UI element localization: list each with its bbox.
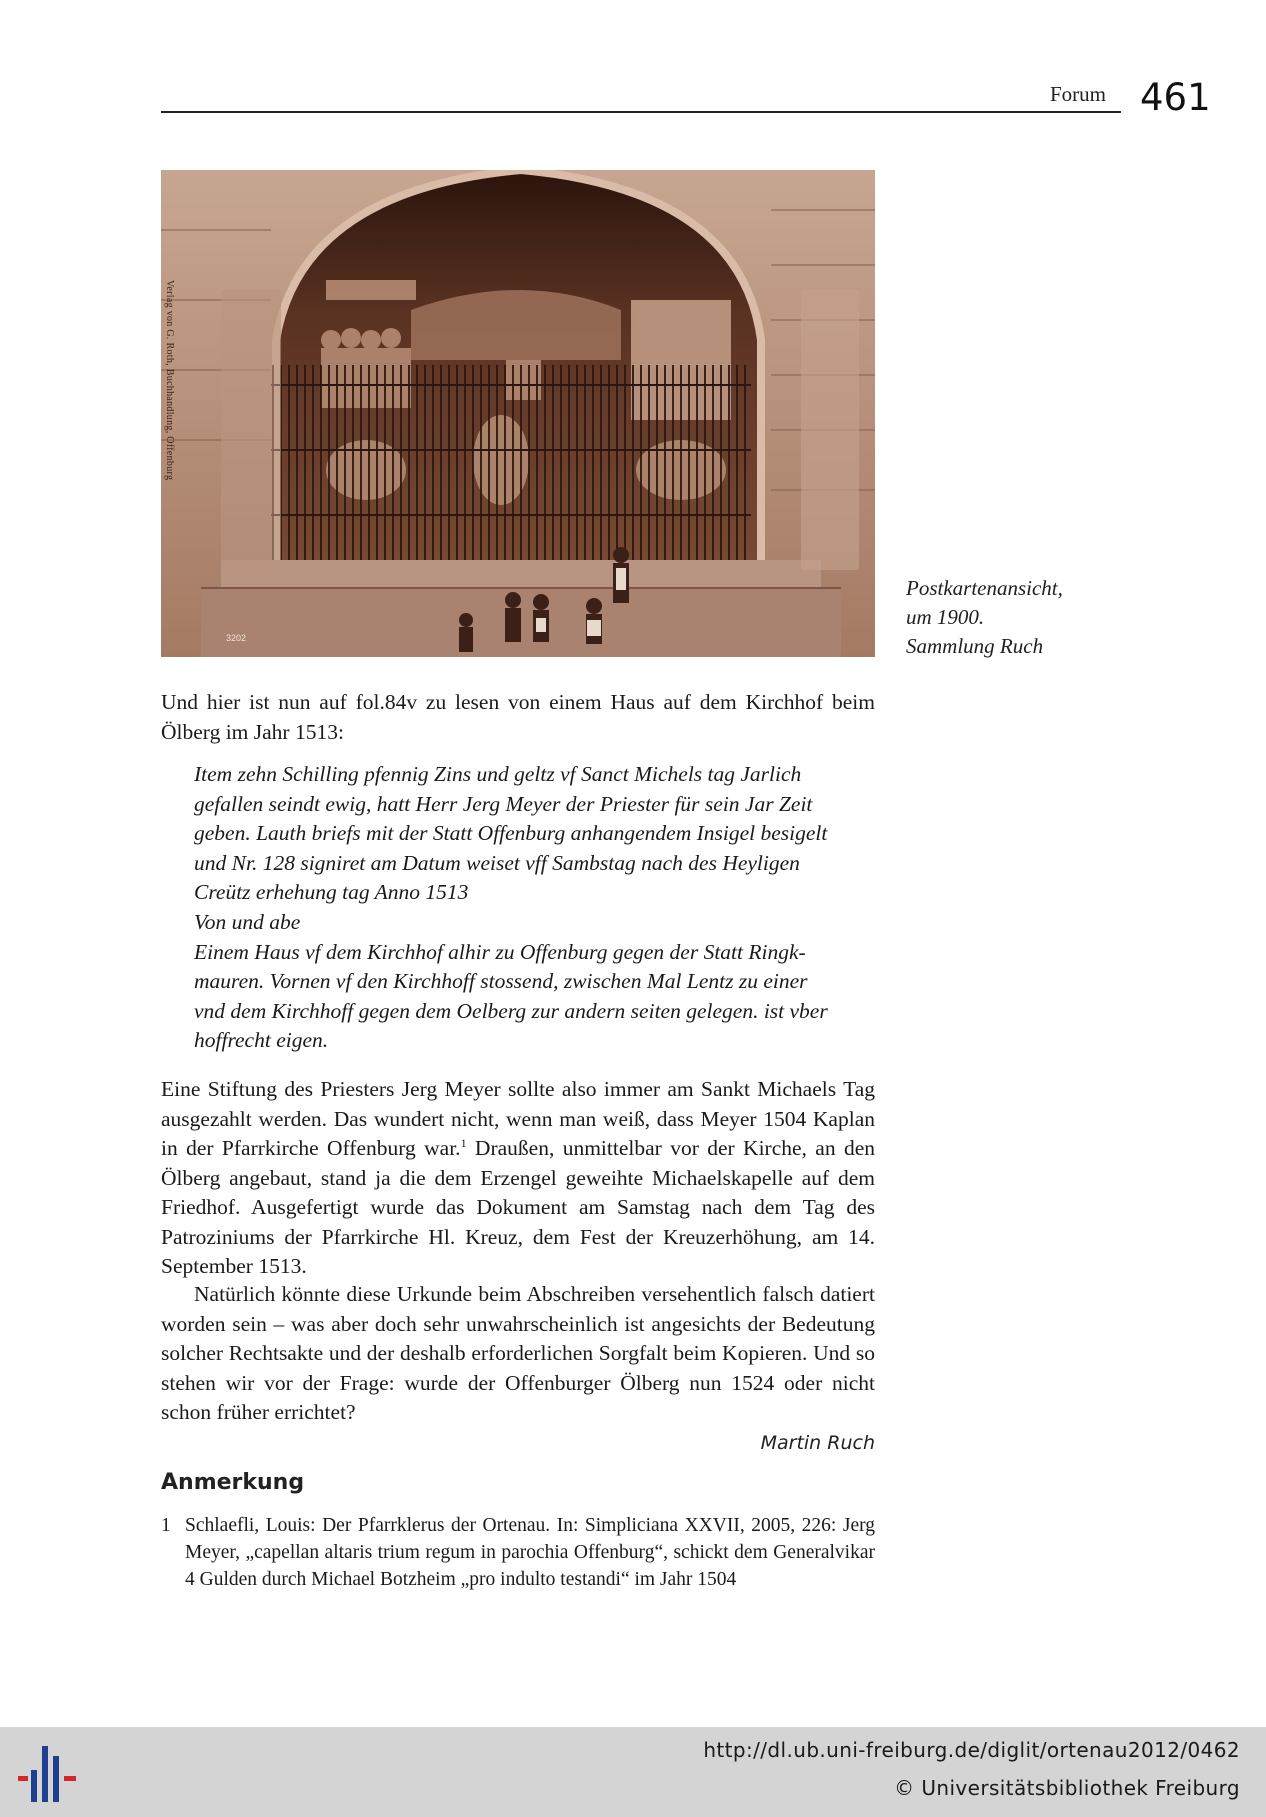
postcard-photo-illustration [161, 170, 875, 657]
print-number: 3202 [226, 633, 247, 643]
quote-line: gefallen seindt ewig, hatt Herr Jerg Meyer der Priester für sein Jar Zeit [194, 791, 813, 816]
header-rule [161, 111, 1121, 113]
quote-line: Creütz erhehung tag Anno 1513 [194, 880, 469, 905]
footnote [161, 1512, 875, 1593]
page-number: 461 [1140, 76, 1211, 119]
intro-paragraph: Und hier ist nun auf fol.84v zu lesen von einem Haus auf dem Kirchhof beim Ölberg im Jahr 1513: [161, 690, 875, 744]
footnote-number: 1 [161, 1515, 171, 1536]
caption-line: um 1900. [906, 605, 985, 629]
archival-quote [194, 760, 875, 1056]
body-paragraph [161, 1075, 875, 1282]
running-header-section: Forum [1050, 82, 1107, 106]
quote-line: vnd dem Kirchhoff gegen dem Oelberg zur andern seiten gelegen. ist vber [194, 998, 828, 1023]
notes-heading: Anmerkung [161, 1470, 305, 1495]
postcard-photo [161, 170, 875, 657]
quote-line: hoffrecht eigen. [194, 1028, 329, 1053]
publisher-note: Verlag von G. Roth, Buchhandlung, Offenburg [164, 280, 175, 481]
paragraph-text: Eine Stiftung des Priesters Jerg Meyer sollte also immer am Sankt Michaels Tag ausgezahlt werden. Das wundert nicht, wenn man weiß, dass Meyer 1504 Kaplan in der Pfarrkirche Offenburg war. [161, 1077, 875, 1160]
quote-line: geben. Lauth briefs mit der Statt Offenburg anhangendem Insigel besigelt [194, 821, 828, 846]
footnote-text: Schlaefli, Louis: Der Pfarrklerus der Ortenau. In: Simpliciana XXVII, 2005, 226: Jerg Meyer, „capellan altaris trium regum in parochia Offenburg“, schickt dem Generalvikar 4 Gulden durch Michael Botzheim „pro indulto testandi“ im Jahr 1504 [185, 1515, 875, 1590]
photo-caption [906, 574, 1106, 661]
quote-line: Von und abe [194, 909, 301, 934]
caption-line: Postkartenansicht, [906, 576, 1063, 600]
author-signature: Martin Ruch [760, 1432, 875, 1454]
quote-line: Item zehn Schilling pfennig Zins und geltz vf Sanct Michels tag Jarlich [194, 762, 802, 786]
quote-line: Einem Haus vf dem Kirchhof alhir zu Offenburg gegen der Statt Ringk- [194, 939, 806, 964]
footer-copyright: © Universitätsbibliothek Freiburg [894, 1776, 1240, 1800]
body-paragraph: Natürlich könnte diese Urkunde beim Abschreiben versehentlich falsch datiert worden sein – was aber doch sehr unwahrscheinlich ist angesichts der Bedeutung solcher Rechtsakte und der deshalb erforderlichen Sorgfalt beim Kopieren. Und so stehen wir vor der Frage: wurde der Offenburger Ölberg nun 1524 oder nicht schon früher errichtet? [161, 1282, 875, 1424]
caption-line: Sammlung Ruch [906, 634, 1044, 658]
quote-line: und Nr. 128 signiret am Datum weiset vff Sambstag nach des Heyligen [194, 850, 800, 875]
footer-url-link[interactable]: http://dl.ub.uni-freiburg.de/diglit/ortenau2012/0462 [703, 1738, 1240, 1762]
paragraph-text: Draußen, unmittelbar vor der Kirche, an den Ölberg angebaut, stand ja die dem Erzengel geweihte Michaelskapelle auf dem Friedhof. Ausgefertigt wurde das Dokument am Samstag nach dem Tag des Patroziniums der Pfarrkirche Hl. Kreuz, dem Fest der Kreuzerhöhung, am 14. September 1513. [161, 1136, 876, 1278]
ub-freiburg-logo-icon [14, 1744, 80, 1804]
footnote-reference[interactable]: 1 [460, 1135, 467, 1150]
quote-line: mauren. Vornen vf den Kirchhoff stossend, zwischen Mal Lentz zu einer [194, 969, 808, 994]
